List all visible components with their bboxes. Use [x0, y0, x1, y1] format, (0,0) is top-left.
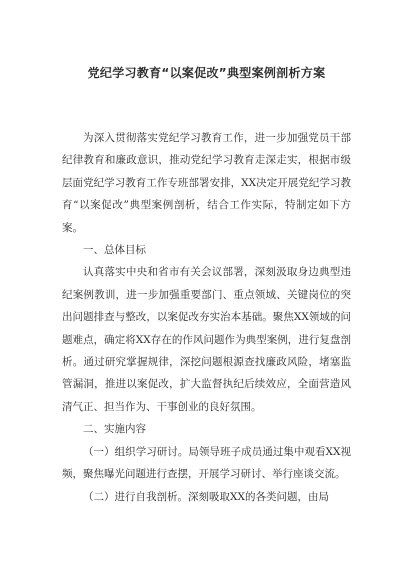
implementation-item-self-analysis: （二）进行自我剖析。深刻吸取XX的各类问题，由局 [83, 490, 329, 503]
implementation-item-study: （一）组织学习研讨。局领导班子成员通过集中观看XX视频，聚焦曝光问题进行查摆，开展学习研讨、举行座谈交流。 [62, 445, 351, 481]
section-heading-goals: 一、总体目标 [83, 244, 146, 257]
document-title: 党纪学习教育“以案促改”典型案例剖析方案 [87, 66, 326, 80]
goals-paragraph: 认真落实中央和省市有关会议部署，深刻汲取身边典型违纪案例教训，进一步加强重要部门、重点领域、关键岗位的突出问题排查与整改，以案促改夯实治本基础。聚焦XX领域的问题难点，确定将XX存在的作风问题作为典型案例，进行复盘剖析。通过研究掌握规律，深挖问题根源查找廉政风险，堵塞监管漏洞，推进以案促改，扩大监督执纪后续效应，全面营造风清气正、担当作为、干事创业的良好氛围。 [62, 266, 351, 413]
document-body [62, 127, 351, 508]
intro-paragraph: 为深入贯彻落实党纪学习教育工作，进一步加强党员干部纪律教育和廉政意识，推动党纪学习教育走深走实，根据市级层面党纪学习教育工作专班部署安排，XX决定开展党纪学习教育“以案促改”典型案例剖析，结合工作实际，特制定如下方案。 [62, 132, 351, 234]
section-heading-implementation: 二、实施内容 [83, 423, 146, 436]
